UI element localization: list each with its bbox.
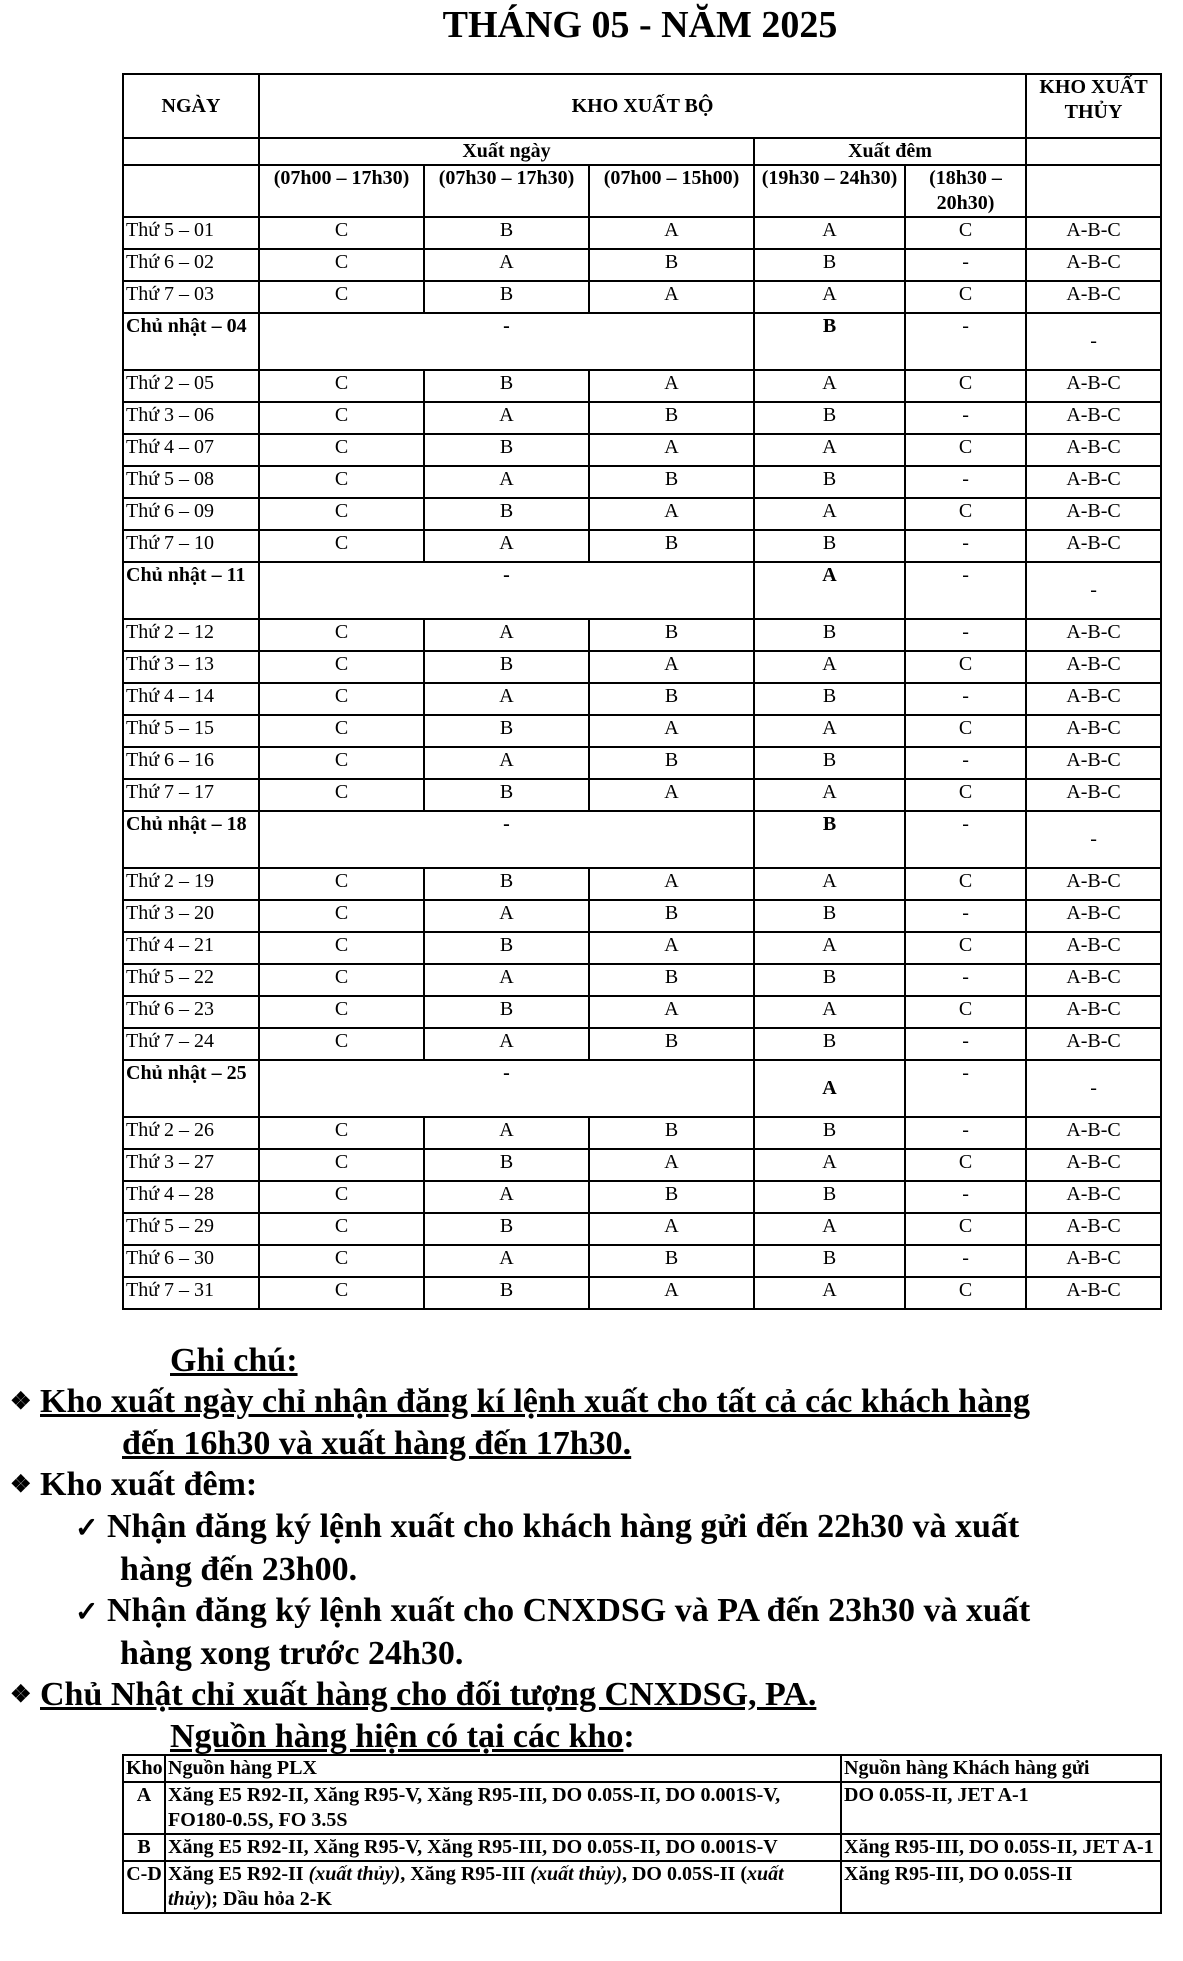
shift-cell: A [424,402,589,434]
shift-cell: C [259,530,424,562]
shift-header: (19h30 – 24h30) [754,165,905,217]
shift-cell: B [754,964,905,996]
day-cell: Thứ 5 – 29 [123,1213,259,1245]
shift-cell: B [424,715,589,747]
shift-cell: B [754,619,905,651]
shift-cell: A [589,1149,754,1181]
shift-cell: A [589,779,754,811]
shift-cell: C [905,434,1026,466]
day-cell: Thứ 6 – 23 [123,996,259,1028]
note-item: ❖ Chủ Nhật chỉ xuất hàng cho đối tượng CNXDSG, PA. [10,1674,1170,1716]
shift-cell: - [905,313,1026,370]
header-blank [123,165,259,217]
header-blank [123,138,259,165]
day-cell: Thứ 7 – 24 [123,1028,259,1060]
shift-cell: C [905,868,1026,900]
shift-cell: - [905,562,1026,619]
day-cell: Thứ 3 – 27 [123,1149,259,1181]
note-subitem: ✓ Nhận đăng ký lệnh xuất cho khách hàng gửi đến 22h30 và xuất [10,1506,1170,1549]
shift-cell: C [259,1213,424,1245]
shift-cell: B [589,683,754,715]
shift-cell: C [259,1277,424,1309]
shift-cell: A [424,249,589,281]
header-blank [1026,138,1161,165]
schedule-row [123,530,1161,562]
day-cell: Thứ 3 – 13 [123,651,259,683]
schedule-row [123,1149,1161,1181]
kho-cell: C-D [123,1861,165,1913]
shift-cell: C [905,281,1026,313]
shift-cell: A [424,619,589,651]
shift-cell: A-B-C [1026,1117,1161,1149]
shift-cell: B [424,1149,589,1181]
day-cell: Chủ nhật – 11 [123,562,259,619]
day-cell: Thứ 5 – 15 [123,715,259,747]
shift-cell: A [424,964,589,996]
shift-cell: - [259,313,754,370]
shift-cell: - [905,249,1026,281]
shift-cell: A-B-C [1026,498,1161,530]
shift-cell: A [424,747,589,779]
shift-cell: C [905,932,1026,964]
shift-cell: C [259,900,424,932]
shift-cell: C [259,370,424,402]
day-cell: Thứ 6 – 09 [123,498,259,530]
shift-cell: A [754,434,905,466]
shift-cell: A [589,434,754,466]
shift-cell: C [259,779,424,811]
schedule-row [123,313,1161,370]
shift-cell: A [754,562,905,619]
schedule-row [123,1060,1161,1117]
shift-cell: B [424,281,589,313]
schedule-row [123,402,1161,434]
day-cell: Thứ 3 – 06 [123,402,259,434]
day-cell: Chủ nhật – 18 [123,811,259,868]
shift-cell: B [754,313,905,370]
shift-cell: A [754,217,905,249]
shift-cell: B [589,747,754,779]
shift-cell: A-B-C [1026,1277,1161,1309]
shift-cell: A [754,1149,905,1181]
shift-cell: A [754,1060,905,1117]
shift-cell: A-B-C [1026,434,1161,466]
plx-cell: Xăng E5 R92-II, Xăng R95-V, Xăng R95-III, DO 0.05S-II, DO 0.001S-V [165,1834,841,1861]
schedule-row [123,562,1161,619]
shift-cell: B [754,811,905,868]
shift-cell: B [754,1028,905,1060]
shift-cell: C [259,1181,424,1213]
shift-cell: B [754,402,905,434]
schedule-row [123,683,1161,715]
shift-cell: B [424,779,589,811]
shift-cell: B [754,683,905,715]
shift-cell: C [905,779,1026,811]
shift-cell: A [424,900,589,932]
schedule-row [123,217,1161,249]
shift-cell: A-B-C [1026,651,1161,683]
col-header-ngay: NGÀY [123,74,259,138]
shift-cell: A [589,651,754,683]
day-cell: Thứ 6 – 30 [123,1245,259,1277]
schedule-row [123,434,1161,466]
day-cell: Thứ 4 – 07 [123,434,259,466]
shift-cell: B [589,249,754,281]
schedule-row [123,1117,1161,1149]
shift-cell: - [1026,1060,1161,1117]
schedule-row [123,779,1161,811]
shift-cell: B [589,1028,754,1060]
shift-cell: - [905,1245,1026,1277]
shift-cell: C [259,1028,424,1060]
day-cell: Thứ 7 – 31 [123,1277,259,1309]
shift-cell: A-B-C [1026,715,1161,747]
plx-cell: Xăng E5 R92-II (xuất thủy), Xăng R95-III (xuất thủy), DO 0.05S-II (xuất thủy); Dầu hỏa 2-K [165,1861,841,1913]
shift-cell: A [754,715,905,747]
shift-cell: - [259,562,754,619]
shift-cell: A-B-C [1026,868,1161,900]
shift-header: (18h30 – 20h30) [905,165,1026,217]
shift-cell: C [259,217,424,249]
day-cell: Thứ 5 – 08 [123,466,259,498]
shift-cell: B [424,217,589,249]
shift-cell: B [424,1213,589,1245]
shift-cell: A-B-C [1026,900,1161,932]
schedule-table [122,73,1162,1310]
schedule-row [123,964,1161,996]
shift-cell: C [905,1149,1026,1181]
shift-cell: A-B-C [1026,281,1161,313]
shift-cell: A [754,868,905,900]
notes-heading: Ghi chú: [170,1342,298,1379]
schedule-row [123,1213,1161,1245]
shift-cell: A-B-C [1026,1245,1161,1277]
shift-cell: C [259,434,424,466]
day-cell: Thứ 7 – 03 [123,281,259,313]
shift-cell: A-B-C [1026,1181,1161,1213]
col-header-kho: Kho [123,1755,165,1782]
shift-cell: B [424,1277,589,1309]
check-icon: ✓ [75,1597,99,1628]
day-cell: Thứ 4 – 21 [123,932,259,964]
shift-cell: - [905,1028,1026,1060]
note-item-cont: đến 16h30 và xuất hàng đến 17h30. [122,1425,632,1462]
schedule-row [123,900,1161,932]
day-cell: Thứ 2 – 05 [123,370,259,402]
shift-cell: C [259,498,424,530]
table-row [123,1861,1161,1913]
shift-cell: A [424,1028,589,1060]
day-cell: Thứ 6 – 16 [123,747,259,779]
schedule-row [123,249,1161,281]
shift-cell: A [424,683,589,715]
note-item: ❖ Kho xuất đêm: [10,1464,1170,1506]
table-row [123,1782,1161,1834]
day-cell: Thứ 3 – 20 [123,900,259,932]
shift-cell: C [259,715,424,747]
schedule-row [123,370,1161,402]
check-icon: ✓ [75,1513,99,1544]
table-row [123,1834,1161,1861]
schedule-row [123,1181,1161,1213]
day-cell: Thứ 4 – 28 [123,1181,259,1213]
schedule-row [123,811,1161,868]
shift-cell: A-B-C [1026,996,1161,1028]
shift-cell: A [589,868,754,900]
shift-cell: A-B-C [1026,1213,1161,1245]
shift-cell: C [259,249,424,281]
shift-cell: A-B-C [1026,1028,1161,1060]
shift-cell: - [259,811,754,868]
diamond-bullet-icon: ❖ [10,1389,32,1415]
shift-cell: B [754,900,905,932]
schedule-row [123,466,1161,498]
shift-cell: B [589,1181,754,1213]
shift-cell: B [589,900,754,932]
shift-cell: B [754,1117,905,1149]
shift-cell: C [259,932,424,964]
shift-cell: C [905,1277,1026,1309]
shift-cell: A-B-C [1026,217,1161,249]
schedule-row [123,281,1161,313]
schedule-row [123,996,1161,1028]
shift-cell: A [589,1277,754,1309]
shift-cell: - [1026,562,1161,619]
shift-cell: A-B-C [1026,964,1161,996]
diamond-bullet-icon: ❖ [10,1472,32,1498]
shift-cell: A [754,932,905,964]
shift-cell: B [589,1117,754,1149]
shift-cell: A [424,1181,589,1213]
shift-cell: - [905,402,1026,434]
shift-cell: C [259,619,424,651]
shift-cell: B [754,1181,905,1213]
note-subitem-cont: hàng đến 23h00. [120,1551,358,1588]
schedule-row [123,1245,1161,1277]
shift-cell: C [905,217,1026,249]
note-subitem-cont: hàng xong trước 24h30. [120,1635,464,1672]
shift-cell: - [905,747,1026,779]
shift-cell: A-B-C [1026,683,1161,715]
shift-cell: A [754,996,905,1028]
shift-cell: - [905,1060,1026,1117]
shift-cell: A [424,530,589,562]
shift-cell: A [589,1213,754,1245]
shift-cell: C [259,1245,424,1277]
page-title: THÁNG 05 - NĂM 2025 [442,4,838,46]
day-cell: Thứ 6 – 02 [123,249,259,281]
shift-cell: A-B-C [1026,466,1161,498]
shift-header: (07h00 – 17h30) [259,165,424,217]
shift-cell: A [589,996,754,1028]
shift-cell: B [754,466,905,498]
diamond-bullet-icon: ❖ [10,1682,32,1708]
shift-cell: C [259,868,424,900]
shift-cell: C [905,996,1026,1028]
shift-cell: B [424,498,589,530]
shift-cell: C [259,402,424,434]
client-cell: Xăng R95-III, DO 0.05S-II [841,1861,1161,1913]
shift-cell: A [589,932,754,964]
shift-cell: A [754,1277,905,1309]
note-item: ❖ Kho xuất ngày chỉ nhận đăng kí lệnh xuất cho tất cả các khách hàng [10,1381,1170,1423]
shift-cell: C [259,1149,424,1181]
day-cell: Thứ 5 – 22 [123,964,259,996]
schedule-row [123,619,1161,651]
day-cell: Thứ 2 – 19 [123,868,259,900]
shift-cell: A [589,715,754,747]
shift-cell: A [589,281,754,313]
kho-cell: A [123,1782,165,1834]
group-header-xuat-dem: Xuất đêm [754,138,1026,165]
shift-cell: B [589,402,754,434]
client-cell: Xăng R95-III, DO 0.05S-II, JET A-1 [841,1834,1161,1861]
shift-cell: C [259,996,424,1028]
shift-cell: - [905,683,1026,715]
shift-cell: - [905,466,1026,498]
schedule-body [123,217,1161,1309]
header-blank [1026,165,1161,217]
shift-cell: B [589,1245,754,1277]
shift-cell: C [259,466,424,498]
group-header-xuat-ngay: Xuất ngày [259,138,754,165]
schedule-row [123,715,1161,747]
shift-cell: A-B-C [1026,747,1161,779]
day-cell: Thứ 7 – 17 [123,779,259,811]
shift-cell: B [589,619,754,651]
plx-cell: Xăng E5 R92-II, Xăng R95-V, Xăng R95-III, DO 0.05S-II, DO 0.001S-V, FO180-0.5S, FO 3.5S [165,1782,841,1834]
shift-cell: A [754,1213,905,1245]
shift-cell: B [424,868,589,900]
col-header-kho-xuat-thuy: KHO XUẤT THỦY [1026,74,1161,138]
shift-cell: A [589,370,754,402]
shift-cell: A-B-C [1026,249,1161,281]
shift-cell: - [905,900,1026,932]
shift-cell: B [424,651,589,683]
shift-cell: C [905,1213,1026,1245]
notes-section [10,1340,1170,1757]
shift-cell: B [424,996,589,1028]
shift-cell: B [754,747,905,779]
shift-cell: B [424,932,589,964]
shift-cell: - [905,619,1026,651]
shift-cell: B [754,1245,905,1277]
shift-cell: A [424,1117,589,1149]
shift-cell: C [905,498,1026,530]
shift-cell: A [754,779,905,811]
day-cell: Thứ 7 – 10 [123,530,259,562]
shift-cell: - [1026,811,1161,868]
shift-cell: A-B-C [1026,530,1161,562]
schedule-row [123,932,1161,964]
col-header-plx: Nguồn hàng PLX [165,1755,841,1782]
day-cell: Chủ nhật – 25 [123,1060,259,1117]
shift-cell: B [424,434,589,466]
shift-cell: A [589,498,754,530]
sources-heading: Nguồn hàng hiện có tại các kho: [170,1718,635,1755]
day-cell: Thứ 4 – 14 [123,683,259,715]
shift-cell: B [589,964,754,996]
shift-cell: B [754,530,905,562]
shift-cell: B [589,530,754,562]
shift-cell: A-B-C [1026,370,1161,402]
shift-cell: A [424,1245,589,1277]
shift-header: (07h00 – 15h00) [589,165,754,217]
shift-cell: - [905,530,1026,562]
day-cell: Thứ 2 – 26 [123,1117,259,1149]
shift-cell: A [589,217,754,249]
shift-cell: - [905,1181,1026,1213]
col-header-kho-xuat-bo: KHO XUẤT BỘ [259,74,1026,138]
schedule-row [123,868,1161,900]
shift-cell: A [754,281,905,313]
shift-cell: A [754,370,905,402]
shift-cell: C [259,747,424,779]
shift-cell: A-B-C [1026,402,1161,434]
shift-cell: C [259,964,424,996]
shift-cell: B [754,249,905,281]
shift-cell: A-B-C [1026,619,1161,651]
shift-header: (07h30 – 17h30) [424,165,589,217]
shift-cell: C [905,715,1026,747]
schedule-row [123,1277,1161,1309]
kho-cell: B [123,1834,165,1861]
schedule-row [123,1028,1161,1060]
day-cell: Chủ nhật – 04 [123,313,259,370]
shift-cell: A [754,651,905,683]
schedule-row [123,651,1161,683]
shift-cell: C [259,651,424,683]
shift-cell: C [259,683,424,715]
shift-cell: A-B-C [1026,932,1161,964]
schedule-row [123,498,1161,530]
shift-cell: C [259,281,424,313]
shift-cell: A [754,498,905,530]
col-header-client: Nguồn hàng Khách hàng gửi [841,1755,1161,1782]
day-cell: Thứ 5 – 01 [123,217,259,249]
day-cell: Thứ 2 – 12 [123,619,259,651]
shift-cell: A-B-C [1026,1149,1161,1181]
shift-cell: B [589,466,754,498]
shift-cell: - [1026,313,1161,370]
shift-cell: C [905,370,1026,402]
sources-table [122,1754,1162,1914]
shift-cell: - [259,1060,754,1117]
client-cell: DO 0.05S-II, JET A-1 [841,1782,1161,1834]
shift-cell: - [905,811,1026,868]
shift-cell: C [905,651,1026,683]
schedule-row [123,747,1161,779]
note-subitem: ✓ Nhận đăng ký lệnh xuất cho CNXDSG và PA đến 23h30 và xuất [10,1590,1170,1633]
shift-cell: B [424,370,589,402]
shift-cell: - [905,964,1026,996]
shift-cell: A [424,466,589,498]
shift-cell: - [905,1117,1026,1149]
shift-cell: C [259,1117,424,1149]
shift-cell: A-B-C [1026,779,1161,811]
